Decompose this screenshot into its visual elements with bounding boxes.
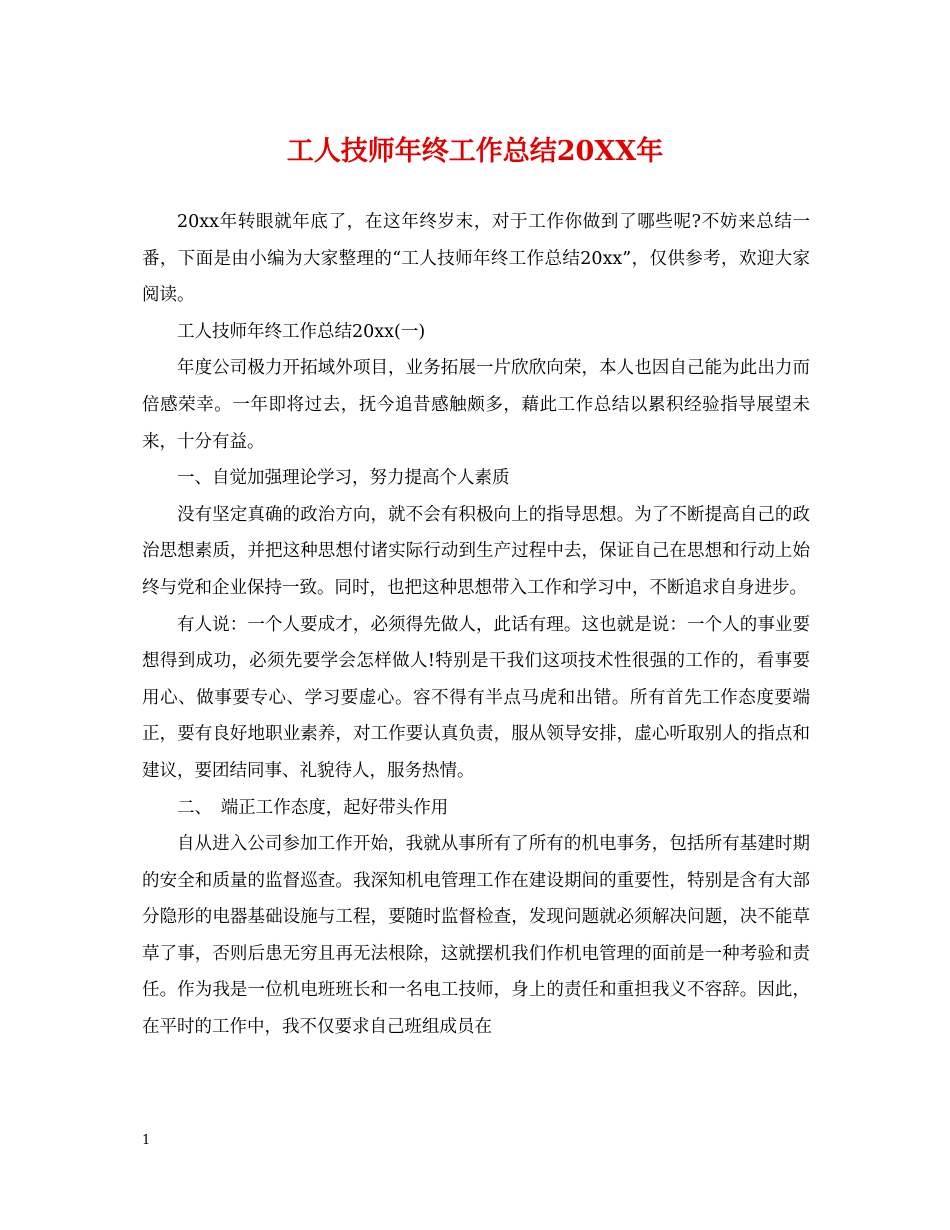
paragraph: 自从进入公司参加工作开始，我就从事所有了所有的机电事务，包括所有基建时期的安全和质量的监督巡查。我深知机电管理工作在建设期间的重要性，特别是含有大部分隐形的电器基础设施与工程，要随时监督检查，发现问题就必须解决问题，决不能草草了事，否则后患无穷且再无法根除，这就摆机我们作机电管理的面前是一种考验和责任。作为我是一位机电班班长和一名电工技师，身上的责任和重担我义不容辞。因此，在平时的工作中，我不仅要求自己班组成员在 xyxy=(142,834,810,1038)
paragraph-intro: 20xx年转眼就年底了，在这年终岁末，对于工作你做到了哪些呢?不妨来总结一番，下面是由小编为大家整理的“工人技师年终工作总结20xx”，仅供参考，欢迎大家阅读。 xyxy=(142,212,810,306)
paragraph-section-heading: 工人技师年终工作总结20xx(一) xyxy=(177,321,426,342)
paragraph: 年度公司极力开拓域外项目，业务拓展一片欣欣向荣，本人也因自己能为此出力而倍感荣幸。一年即将过去，抚今追昔感触颇多，藉此工作总结以累积经验指导展望未来，十分有益。 xyxy=(142,358,810,452)
paragraph: 没有坚定真确的政治方向，就不会有积极向上的指导思想。为了不断提高自己的政治思想素质，并把这种思想付诸实际行动到生产过程中去，保证自己在思想和行动上始终与党和企业保持一致。同时，也把这种思想带入工作和学习中，不断追求自身进步。 xyxy=(142,504,810,598)
document-title: 工人技师年终工作总结20XX年 xyxy=(286,136,664,167)
paragraph: 有人说：一个人要成才，必须得先做人，此话有理。这也就是说：一个人的事业要想得到成功，必须先要学会怎样做人!特别是干我们这项技术性很强的工作的，看事要用心、做事要专心、学习要虚心。容不得有半点马虎和出错。所有首先工作态度要端正，要有良好地职业素养，对工作要认真负责，服从领导安排，虚心听取别人的指点和建议，要团结同事、礼貌待人，服务热情。 xyxy=(142,614,810,781)
paragraph-subheading-2: 二、 端正工作态度，起好带头作用 xyxy=(177,797,449,818)
paragraph-subheading-1: 一、自觉加强理论学习，努力提高个人素质 xyxy=(177,468,510,489)
document-body xyxy=(142,204,810,1046)
page-number: 1 xyxy=(142,1133,151,1148)
